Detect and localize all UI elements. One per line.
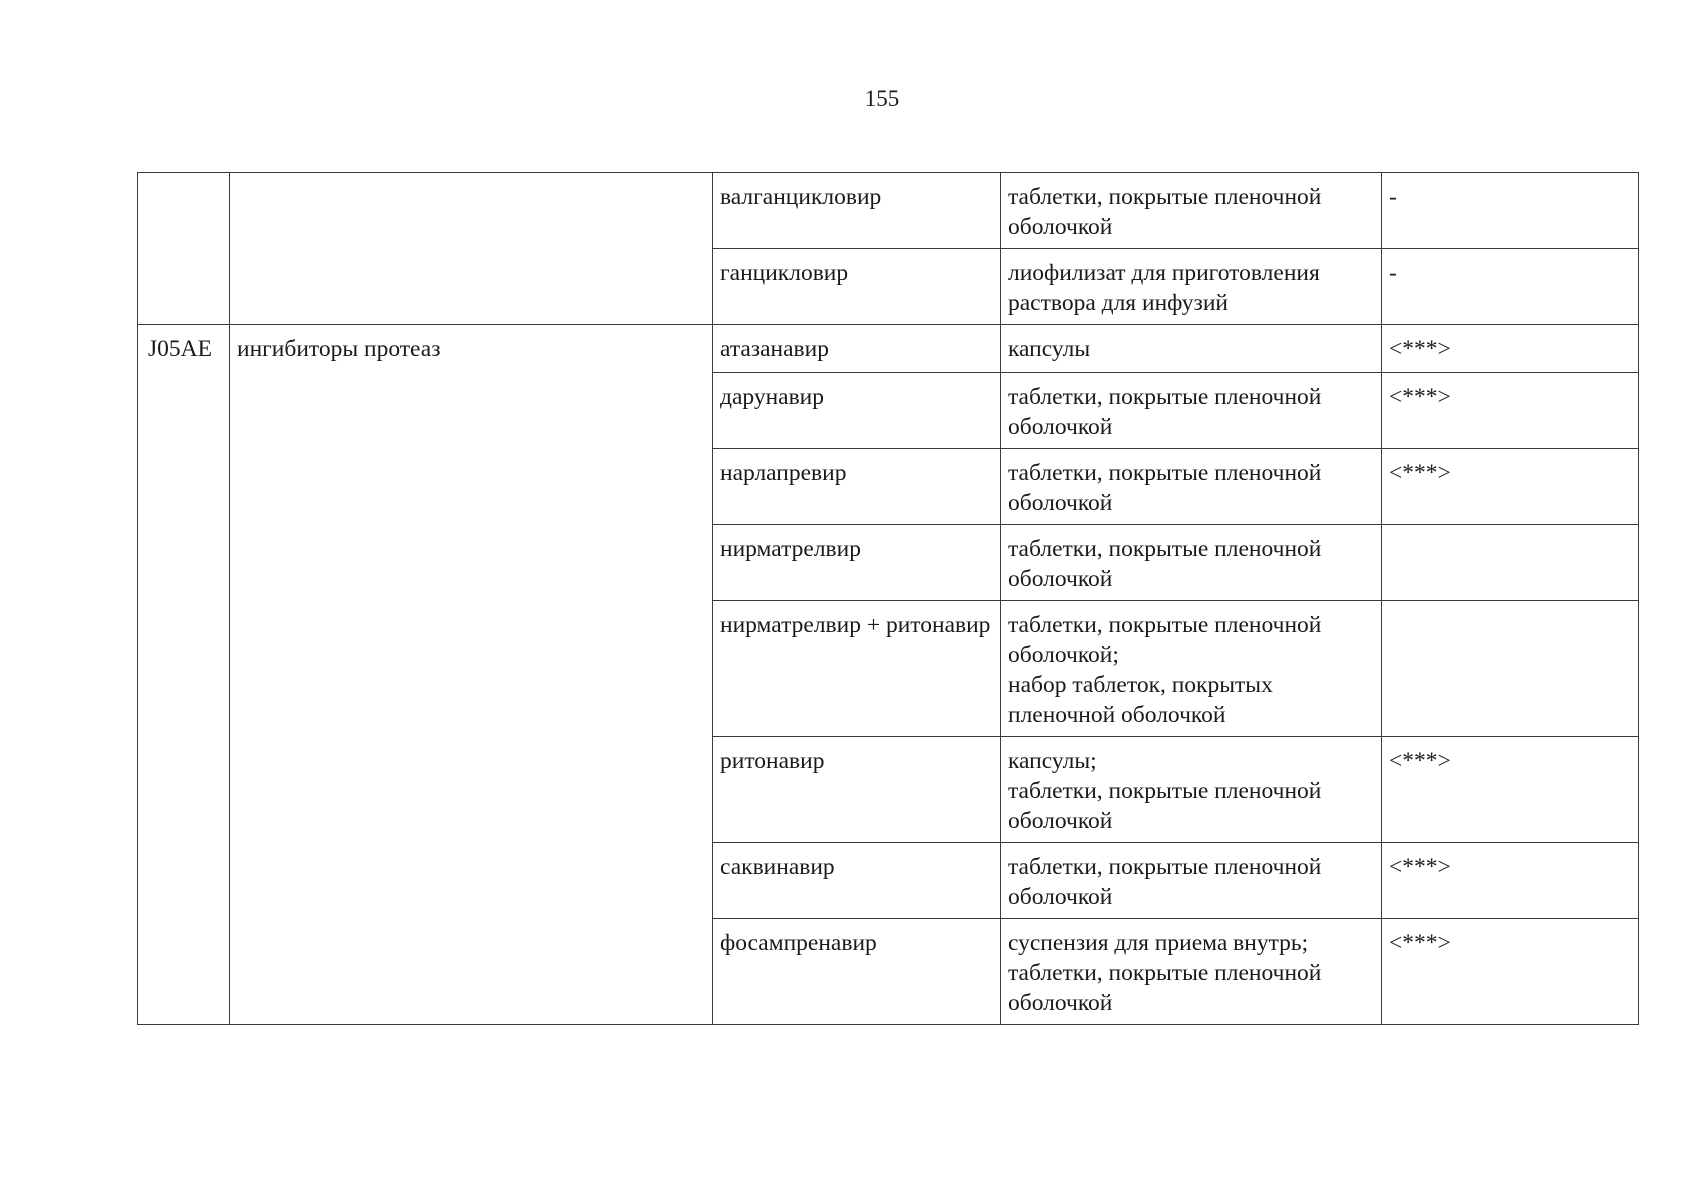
drug-table-body <box>138 173 1639 1025</box>
drug-name: нирматрелвир + ритонавир <box>720 612 991 638</box>
drug-name: атазанавир <box>720 336 829 362</box>
dosage-form: таблетки, покрытые пленочной оболочкой <box>1008 778 1322 834</box>
table-row <box>138 173 1639 249</box>
pharmacological-group-cell <box>230 173 713 325</box>
dosage-form-cell <box>1001 919 1382 1025</box>
dosage-form-cell <box>1001 325 1382 373</box>
note-cell: <***> <box>1382 373 1639 449</box>
drug-name: ганцикловир <box>720 260 849 286</box>
atc-code-cell: J05AE <box>138 325 230 1025</box>
drug-name-cell <box>713 449 1001 525</box>
dosage-form: капсулы <box>1008 336 1091 362</box>
dosage-form: набор таблеток, покрытых пленочной оболочкой <box>1008 672 1273 728</box>
note-cell: <***> <box>1382 325 1639 373</box>
drug-table <box>137 172 1639 1025</box>
atc-code-cell <box>138 173 230 325</box>
drug-name-cell <box>713 325 1001 373</box>
drug-name-cell <box>713 843 1001 919</box>
drug-name-cell <box>713 525 1001 601</box>
drug-name-cell <box>713 249 1001 325</box>
drug-name-cell <box>713 173 1001 249</box>
drug-name: нарлапревир <box>720 460 847 486</box>
drug-name-cell <box>713 373 1001 449</box>
drug-name-cell <box>713 601 1001 737</box>
table-row <box>138 325 1639 373</box>
dosage-form-cell <box>1001 373 1382 449</box>
dosage-form-cell <box>1001 449 1382 525</box>
drug-name: фосампренавир <box>720 930 877 956</box>
drug-name: ритонавир <box>720 748 825 774</box>
drug-name-cell <box>713 919 1001 1025</box>
dosage-form: капсулы; <box>1008 748 1097 774</box>
drug-name: саквинавир <box>720 854 835 880</box>
dosage-form-cell <box>1001 601 1382 737</box>
dosage-form: суспензия для приема внутрь; <box>1008 930 1309 956</box>
dosage-form: таблетки, покрытые пленочной оболочкой; <box>1008 612 1322 668</box>
dosage-form-cell <box>1001 737 1382 843</box>
note-cell <box>1382 525 1639 601</box>
dosage-form-cell <box>1001 173 1382 249</box>
note-cell: - <box>1382 173 1639 249</box>
page-number: 155 <box>864 86 900 111</box>
drug-name: дарунавир <box>720 384 825 410</box>
dosage-form: таблетки, покрытые пленочной оболочкой <box>1008 854 1322 910</box>
dosage-form: лиофилизат для приготовления раствора для инфузий <box>1008 260 1320 316</box>
note-cell: <***> <box>1382 919 1639 1025</box>
drug-name: валганцикловир <box>720 184 882 210</box>
note-cell: <***> <box>1382 737 1639 843</box>
note-cell: <***> <box>1382 843 1639 919</box>
dosage-form: таблетки, покрытые пленочной оболочкой <box>1008 536 1322 592</box>
dosage-form-cell <box>1001 843 1382 919</box>
note-cell: <***> <box>1382 449 1639 525</box>
drug-name-cell <box>713 737 1001 843</box>
note-cell: - <box>1382 249 1639 325</box>
dosage-form: таблетки, покрытые пленочной оболочкой <box>1008 184 1322 240</box>
dosage-form: таблетки, покрытые пленочной оболочкой <box>1008 384 1322 440</box>
note-cell <box>1382 601 1639 737</box>
dosage-form-cell <box>1001 249 1382 325</box>
dosage-form: таблетки, покрытые пленочной оболочкой <box>1008 960 1322 1016</box>
dosage-form-cell <box>1001 525 1382 601</box>
pharmacological-group-cell: ингибиторы протеаз <box>230 325 713 1025</box>
drug-name: нирматрелвир <box>720 536 861 562</box>
dosage-form: таблетки, покрытые пленочной оболочкой <box>1008 460 1322 516</box>
